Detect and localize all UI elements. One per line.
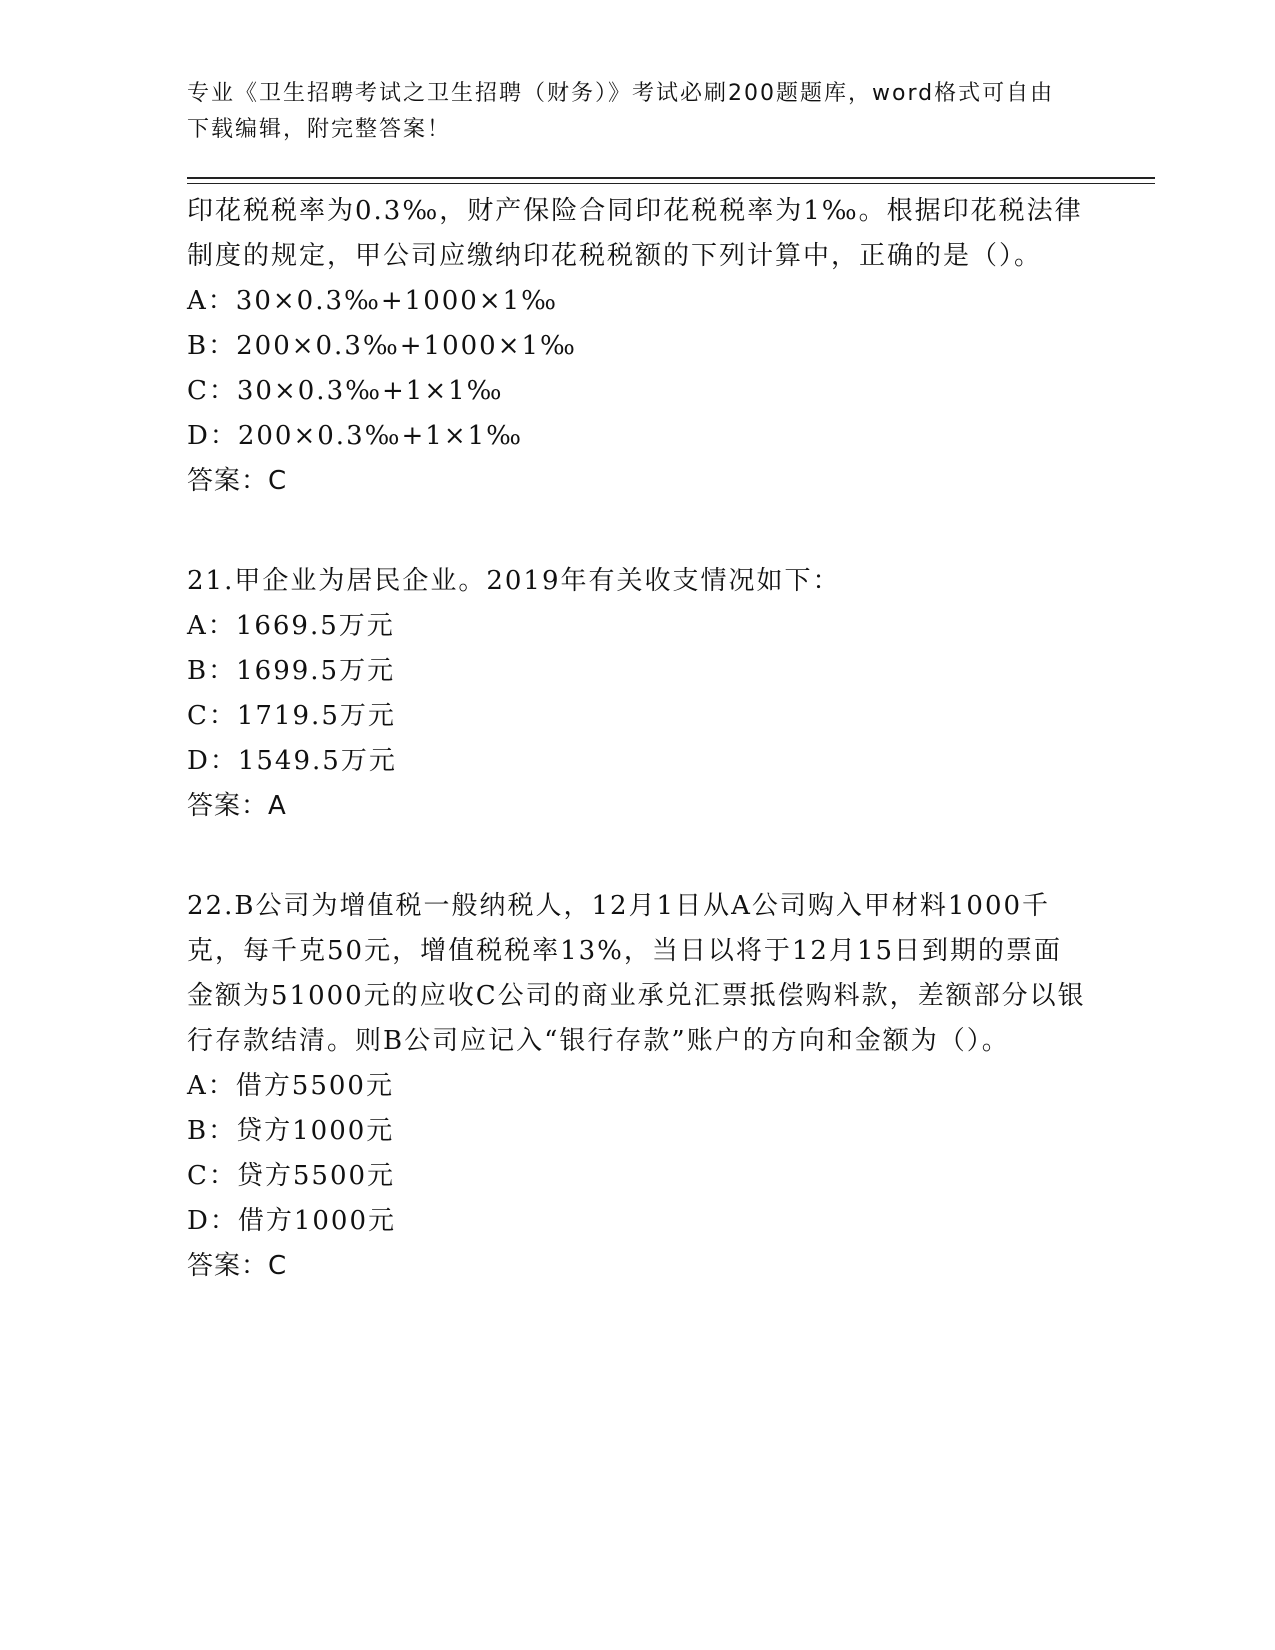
option-d: D：1549.5万元 xyxy=(187,746,397,776)
document-header: 专业《卫生招聘考试之卫生招聘（财务）》考试必刷200题题库，word格式可自由下载编辑，附完整答案！ xyxy=(187,81,1055,142)
option-b: B：200×0.3‰+1000×1‰ xyxy=(187,331,577,361)
option-b: B：贷方1000元 xyxy=(187,1116,395,1146)
header-rule-thin xyxy=(187,183,1155,184)
question-22 xyxy=(187,884,1087,1289)
option-d: D：借方1000元 xyxy=(187,1206,397,1236)
option-a: A：借方5500元 xyxy=(187,1071,394,1101)
spacer xyxy=(187,829,1087,884)
question-stem: 22.B公司为增值税一般纳税人，12月1日从A公司购入甲材料1000千克，每千克50元，增值税税率13%，当日以将于12月15日到期的票面金额为51000元的应收C公司的商业承兑汇票抵偿购料款，差额部分以银行存款结清。则B公司应记入“银行存款”账户的方向和金额为（）。 xyxy=(187,891,1086,1056)
header-rule-thick xyxy=(187,177,1155,179)
question-stem: 印花税税率为0.3‰，财产保险合同印花税税率为1‰。根据印花税法律制度的规定，甲公司应缴纳印花税税额的下列计算中，正确的是（）。 xyxy=(187,196,1083,271)
question-stem: 21.甲企业为居民企业。2019年有关收支情况如下： xyxy=(187,566,841,596)
document-body xyxy=(187,189,1087,1289)
option-d: D：200×0.3‰+1×1‰ xyxy=(187,421,524,451)
question-21 xyxy=(187,559,1087,829)
option-b: B：1699.5万元 xyxy=(187,656,396,686)
answer-line: 答案：C xyxy=(187,466,288,496)
question-20 xyxy=(187,189,1087,504)
option-a: A：1669.5万元 xyxy=(187,611,395,641)
option-c: C：1719.5万元 xyxy=(187,701,396,731)
answer-line: 答案：A xyxy=(187,791,287,821)
answer-line: 答案：C xyxy=(187,1251,288,1281)
option-a: A：30×0.3‰+1000×1‰ xyxy=(187,286,559,316)
spacer xyxy=(187,504,1087,559)
option-c: C：30×0.3‰+1×1‰ xyxy=(187,376,504,406)
option-c: C：贷方5500元 xyxy=(187,1161,396,1191)
